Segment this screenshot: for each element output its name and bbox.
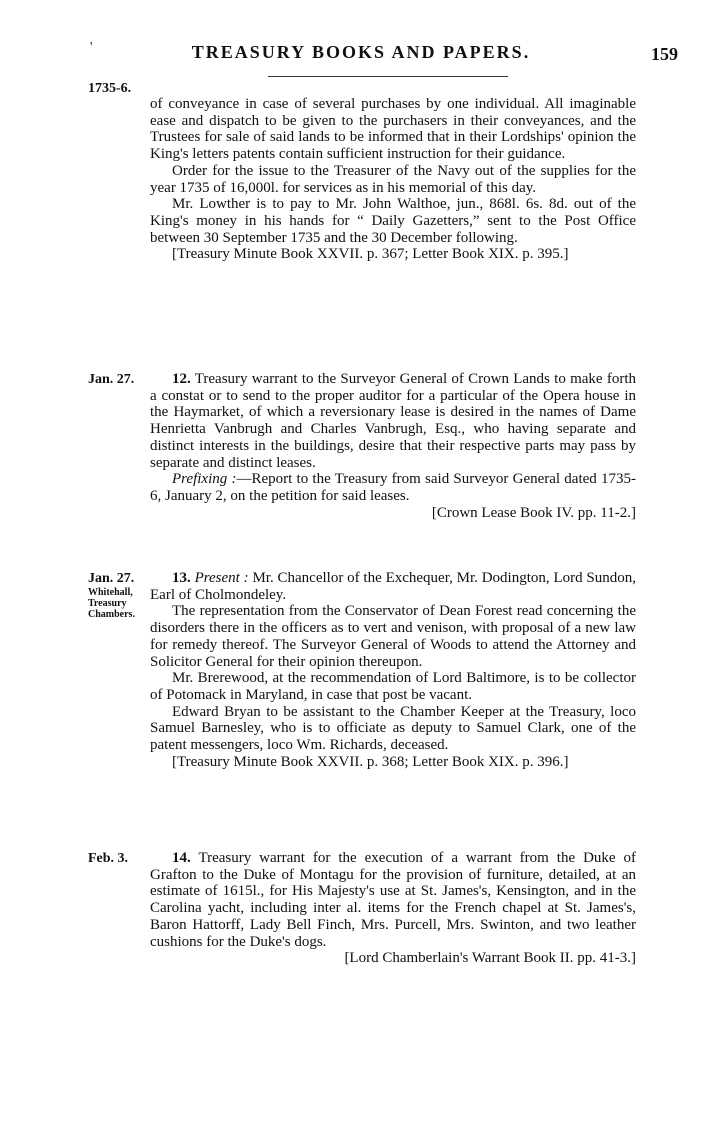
entry-13-present-text: Mr. Chancellor of the Exchequer, Mr. Dodington, Lord Sundon, Earl of Cholmondeley.: [150, 570, 637, 603]
entry-14: [150, 850, 636, 967]
header-rule: [268, 76, 508, 77]
entry-12-citation: [Crown Lease Book IV. pp. 11-2.]: [431, 504, 636, 521]
entry-13-place-line-1: Whitehall,: [88, 587, 133, 598]
entry-12-prefix-text: —Report to the Treasury from said Surveyor General dated 1735-6, January 2, on the petition for said leases.: [150, 471, 636, 504]
entry-13-number: 13.: [172, 570, 191, 586]
continuation-paragraph-3: Mr. Lowther is to pay to Mr. John Walthoe, jun., 868l. 6s. 8d. out of the King's money in his hands for “ Daily Gazetters,” sent to the Post Office between 30 September 1735 and the 30 December following.: [150, 196, 636, 246]
entry-13-present-label: Present :: [194, 570, 249, 586]
continuation-paragraph-1: of conveyance in case of several purchases by one individual. All imaginable ease and dispatch to be given to the purchasers in their conveyances, and the Trustees for sale of said lands to be informed that in their Lordships' opinion the King's letters patents contain sufficient instruction for their guidance.: [150, 96, 636, 163]
continuation-block: [150, 96, 636, 263]
entry-14-number: 14.: [172, 850, 191, 866]
entry-13-paragraph-2: Mr. Brerewood, at the recommendation of Lord Baltimore, is to be collector of Potomack in Maryland, in case that post be vacant.: [150, 670, 636, 703]
entry-12-text: Treasury warrant to the Surveyor General of Crown Lands to make forth a constat or to send to the proper auditor for a particular of the Opera house in the Haymarket, of which a reversionary lease is desired in the names of Dame Henrietta Vanbrugh and Charles Vanbrugh, Esq., who having separate and distinct interests in the buildings, desire that their respective parts may pass by separate and distinct leases.: [150, 371, 636, 471]
entry-13-citation: [Treasury Minute Book XXVII. p. 368; Letter Book XIX. p. 396.]: [172, 753, 569, 770]
continuation-paragraph-2: Order for the issue to the Treasurer of the Navy out of the supplies for the year 1735 of 16,000l. for services as in his memorial of this day.: [150, 162, 636, 196]
entry-12-prefix-label: Prefixing :: [172, 471, 237, 488]
header-mark: ': [90, 40, 93, 55]
entry-13-present-paragraph: [150, 570, 636, 603]
page-number: 159: [651, 44, 678, 64]
entry-12-prefix-paragraph: [150, 471, 636, 504]
entry-13-place: [88, 587, 135, 620]
entry-13-date: Jan. 27.: [88, 571, 135, 586]
entry-12-date: Jan. 27.: [88, 372, 135, 387]
entry-13: [150, 570, 636, 770]
page-title: TREASURY BOOKS AND PAPERS.: [191, 42, 531, 62]
entry-13-place-line-2: Treasury: [88, 598, 127, 609]
entry-12: [150, 371, 636, 521]
entry-13-place-line-3: Chambers.: [88, 609, 135, 620]
entry-14-paragraph: [150, 850, 636, 950]
year-label: 1735-6.: [88, 81, 132, 96]
entry-12-number: 12.: [172, 371, 191, 387]
entry-14-date: Feb. 3.: [88, 851, 129, 866]
entry-13-paragraph-1: The representation from the Conservator of Dean Forest read concerning the disorders there in the officers as to vert and venison, with proposal of a new law for remedy thereof. The Surveyor General of Woods to attend the Attorney and Solicitor General for their opinion thereupon.: [150, 603, 636, 670]
entry-12-paragraph: [150, 371, 636, 471]
continuation-citation: [Treasury Minute Book XXVII. p. 367; Letter Book XIX. p. 395.]: [172, 246, 569, 263]
entry-14-text: Treasury warrant for the execution of a warrant from the Duke of Grafton to the Duke of Montagu for the provision of furniture, detailed, at an estimate of 1615l., for His Majesty's use at St. James's, Kensington, and in the Carolina yacht, including inter al. items for the French chapel at St. James's, Baron Hattorff, Lady Bell Finch, Mrs. Purcell, Mrs. Swinton, and two leather cushions for the Duke's dogs.: [150, 850, 636, 950]
entry-13-paragraph-3: Edward Bryan to be assistant to the Chamber Keeper at the Treasury, loco Samuel Barnesley, who is to officiate as deputy to Samuel Clark, one of the patent messengers, loco Wm. Richards, deceased.: [150, 703, 636, 754]
entry-14-citation: [Lord Chamberlain's Warrant Book II. pp. 41-3.]: [344, 950, 636, 967]
